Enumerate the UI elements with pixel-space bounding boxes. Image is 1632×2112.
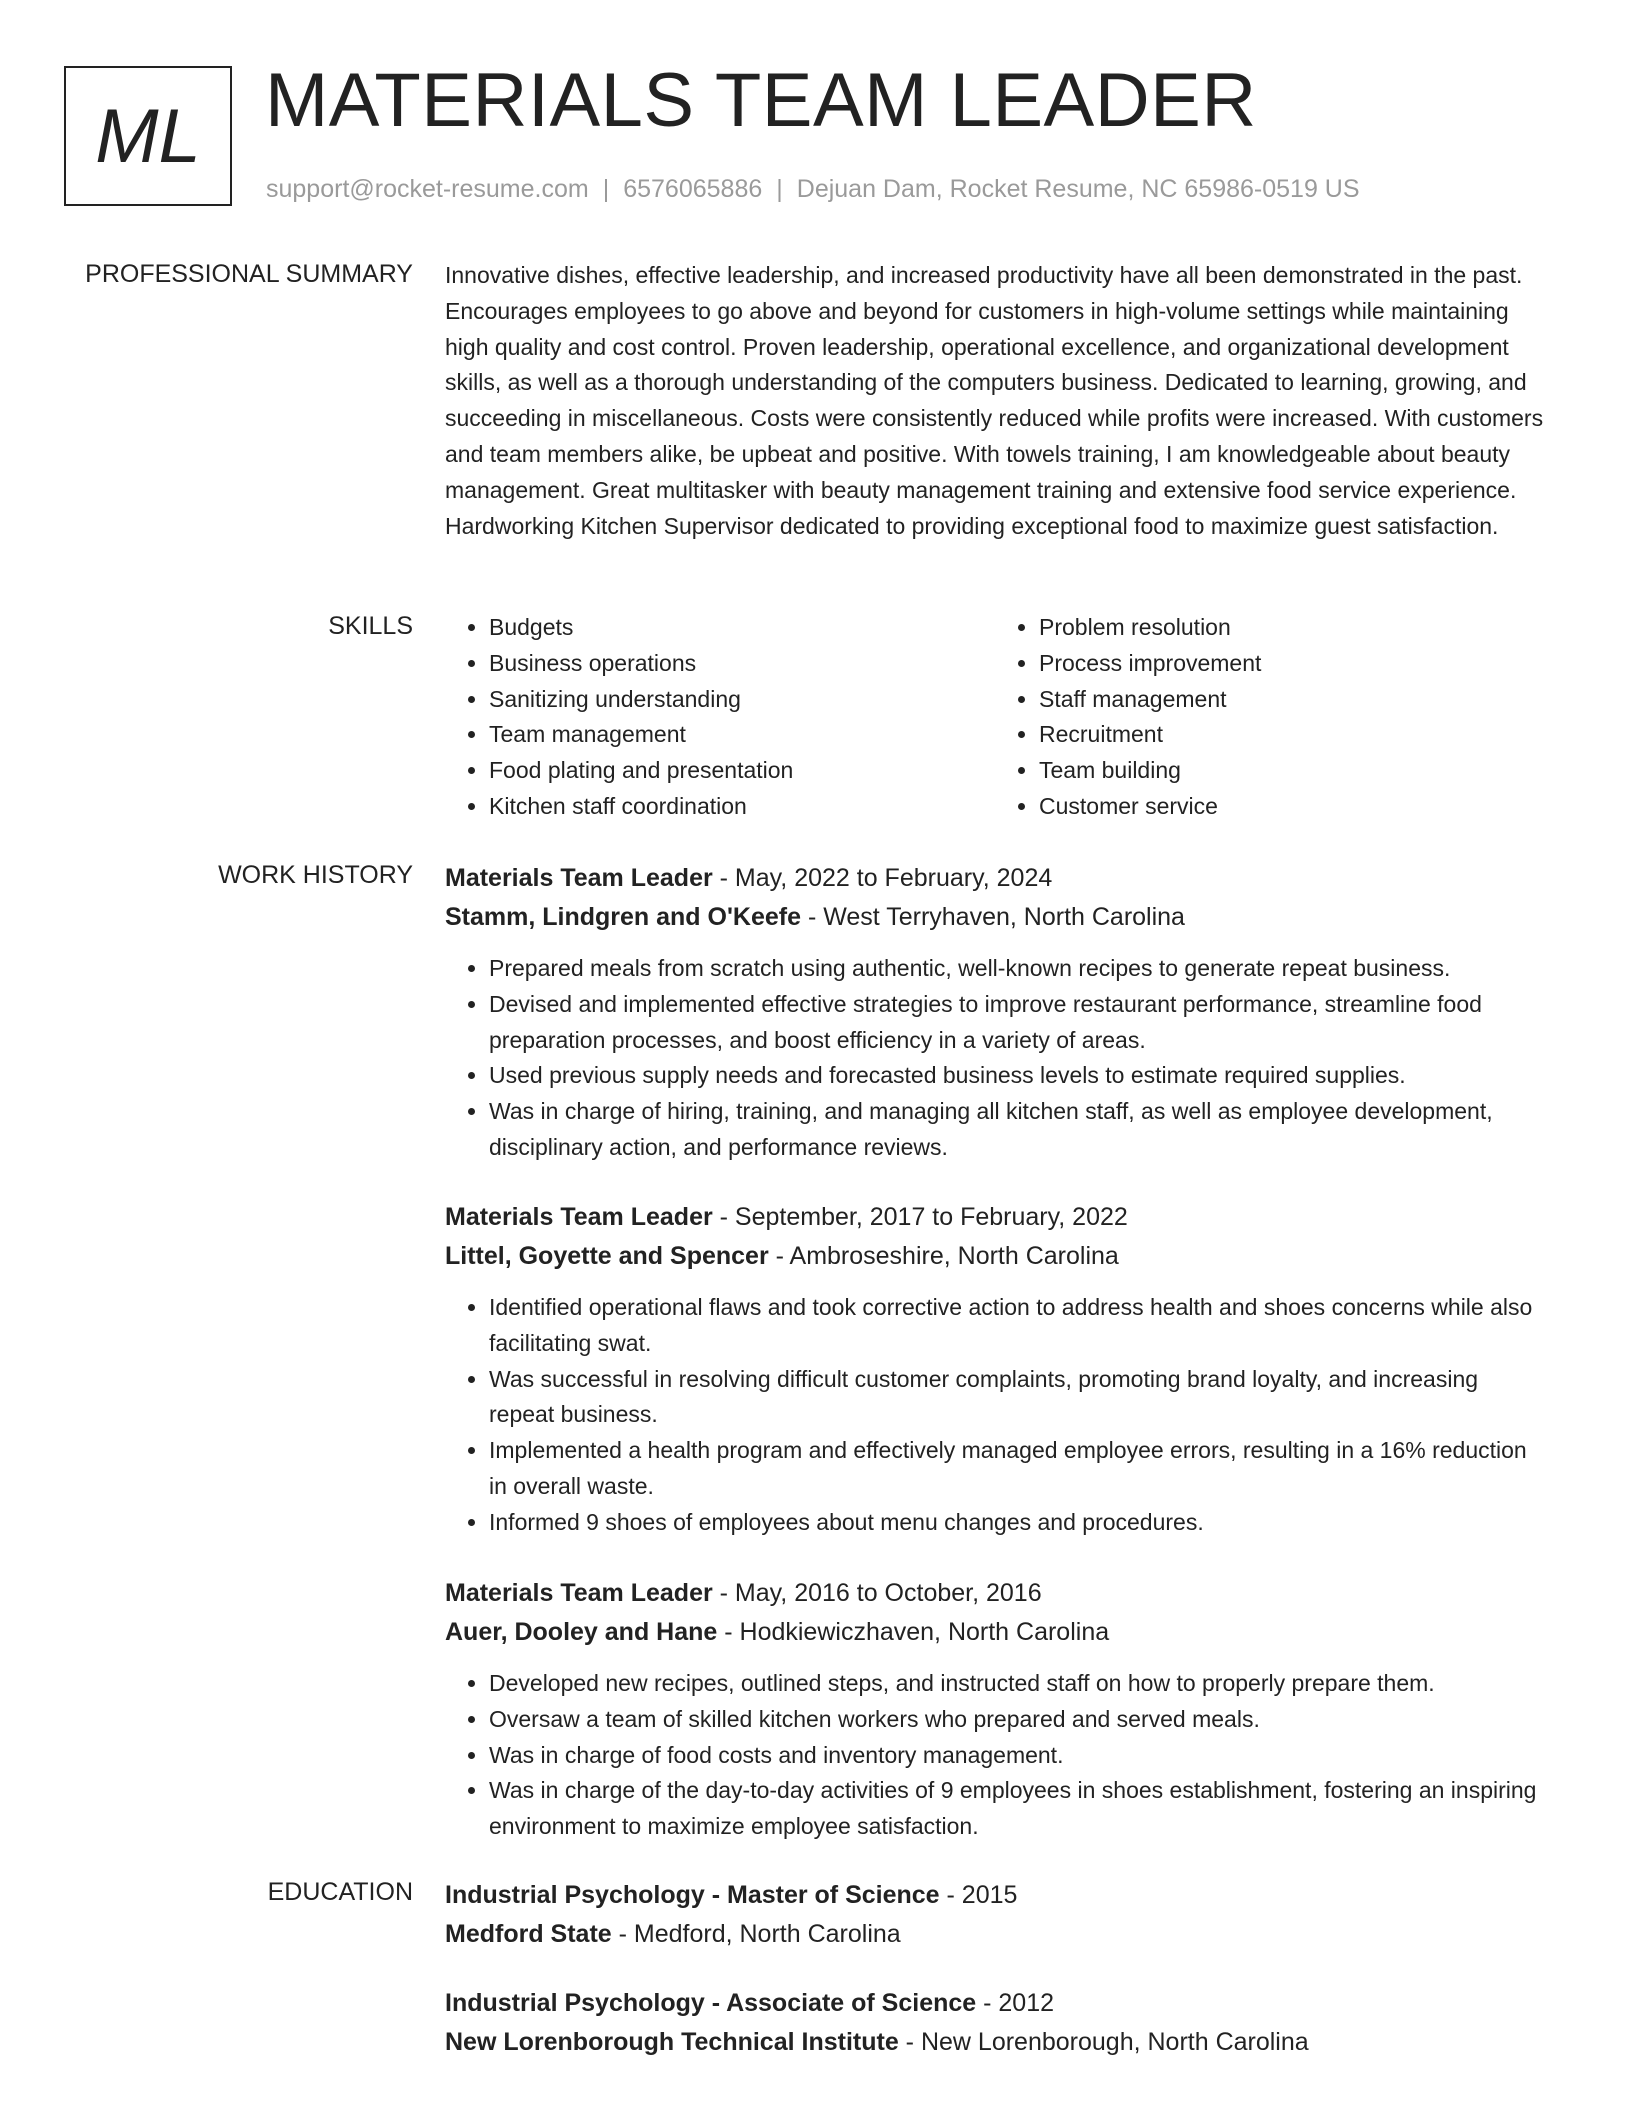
job-title: Materials Team Leader [445, 864, 713, 892]
job-bullet: • Devised and implemented effective strategies to improve restaurant performance, streamline food preparation processes, and boost efficiency in a variety of areas. [489, 987, 1545, 1059]
job-bullet: • Oversaw a team of skilled kitchen workers who prepared and served meals. [489, 1702, 1545, 1738]
job-title-line [445, 1198, 1545, 1237]
job-dates: - September, 2017 to February, 2022 [712, 1203, 1128, 1231]
job-dates: - May, 2016 to October, 2016 [712, 1579, 1042, 1607]
job-title-line [445, 859, 1545, 898]
job-company: Auer, Dooley and Hane [445, 1618, 718, 1646]
job-company-line [445, 1237, 1545, 1276]
job-location: - West Terryhaven, North Carolina [801, 903, 1185, 931]
contact-line [266, 174, 1360, 204]
skills-heading: SKILLS [328, 612, 413, 640]
job-bullet: • Was in charge of the day-to-day activities of 9 employees in shoes establishment, fostering an inspiring environment to maximize employee satisfaction. [489, 1773, 1545, 1845]
resume-title: MATERIALS TEAM LEADER [265, 58, 1257, 143]
job-bullet-list [445, 1666, 1545, 1845]
job-bullet-list [445, 951, 1545, 1166]
degree-name: Industrial Psychology - Master of Science [445, 1881, 940, 1909]
job-bullet: • Developed new recipes, outlined steps, and instructed staff on how to properly prepare them. [489, 1666, 1545, 1702]
school-line [445, 1915, 1545, 1954]
degree-year: - 2012 [976, 1989, 1055, 2017]
job-bullet: • Prepared meals from scratch using authentic, well-known recipes to generate repeat business. [489, 951, 1545, 987]
job-company-line [445, 1613, 1545, 1652]
contact-separator: | [776, 175, 783, 203]
job-bullet: • Used previous supply needs and forecasted business levels to estimate required supplies. [489, 1058, 1545, 1094]
job-company: Littel, Goyette and Spencer [445, 1242, 769, 1270]
skill-item: • Kitchen staff coordination [489, 789, 995, 825]
job-entry [445, 1574, 1545, 1845]
contact-address: Dejuan Dam, Rocket Resume, NC 65986-0519 US [796, 175, 1360, 203]
job-title-line [445, 1574, 1545, 1613]
job-dates: - May, 2022 to February, 2024 [712, 864, 1053, 892]
education-entry [445, 1876, 1545, 1954]
job-title: Materials Team Leader [445, 1203, 713, 1231]
education-heading: EDUCATION [267, 1878, 413, 1906]
job-location: - Hodkiewiczhaven, North Carolina [717, 1618, 1110, 1646]
contact-separator: | [602, 175, 610, 203]
degree-line [445, 1876, 1545, 1915]
contact-phone[interactable]: 6576065886 [623, 175, 763, 203]
school-line [445, 2023, 1545, 2062]
contact-email[interactable]: support@rocket-resume.com [266, 175, 589, 203]
job-bullet-list [445, 1290, 1545, 1541]
summary-text: Innovative dishes, effective leadership, and increased productivity have all been demonstrated in the past. Encourages employees to go above and beyond for customers in high-volume settings while maintaining high quality and cost control. Proven leadership, operational excellence, and organizational development skills, as well as a thorough understanding of the computers business. Dedicated to learning, growing, and succeeding in miscellaneous. Costs were consistently reduced while profits were increased. With customers and team members alike, be upbeat and positive. With towels training, I am knowledgeable about beauty management. Great multitasker with beauty management training and extensive food service experience. Hardworking Kitchen Supervisor dedicated to providing exceptional food to maximize guest satisfaction. [445, 262, 1544, 539]
summary-body [445, 258, 1545, 544]
summary-heading: PROFESSIONAL SUMMARY [85, 260, 413, 288]
job-bullet: • Was in charge of hiring, training, and managing all kitchen staff, as well as employee development, disciplinary action, and performance reviews. [489, 1094, 1545, 1166]
job-bullet: • Implemented a health program and effectively managed employee errors, resulting in a 16% reduction in overall waste. [489, 1433, 1545, 1505]
skill-item: • Team management [489, 717, 995, 753]
skill-item: • Recruitment [1039, 717, 1545, 753]
degree-line [445, 1984, 1545, 2023]
school-name: New Lorenborough Technical Institute [445, 2028, 899, 2056]
education-entry [445, 1984, 1545, 2062]
job-company-line [445, 898, 1545, 937]
skill-item: • Team building [1039, 753, 1545, 789]
job-bullet: • Identified operational flaws and took corrective action to address health and shoes concerns while also facilitating swat. [489, 1290, 1545, 1362]
skill-item: • Business operations [489, 646, 995, 682]
monogram-text: ML [95, 93, 201, 179]
skill-item: • Staff management [1039, 682, 1545, 718]
school-location: - New Lorenborough, North Carolina [898, 2028, 1309, 2056]
job-bullet: • Was successful in resolving difficult customer complaints, promoting brand loyalty, and increasing repeat business. [489, 1362, 1545, 1434]
skills-grid [445, 610, 1545, 825]
job-company: Stamm, Lindgren and O'Keefe [445, 903, 802, 931]
job-entry [445, 1198, 1545, 1541]
school-name: Medford State [445, 1920, 612, 1948]
skill-item: • Food plating and presentation [489, 753, 995, 789]
school-location: - Medford, North Carolina [611, 1920, 901, 1948]
job-location: - Ambroseshire, North Carolina [768, 1242, 1119, 1270]
skills-column-left [445, 610, 995, 825]
skill-item: • Problem resolution [1039, 610, 1545, 646]
skill-item: • Process improvement [1039, 646, 1545, 682]
degree-year: - 2015 [939, 1881, 1018, 1909]
skills-column-right [995, 610, 1545, 825]
skill-item: • Sanitizing understanding [489, 682, 995, 718]
skill-item: • Budgets [489, 610, 995, 646]
degree-name: Industrial Psychology - Associate of Science [445, 1989, 977, 2017]
skill-item: • Customer service [1039, 789, 1545, 825]
monogram-logo [64, 66, 232, 206]
job-title: Materials Team Leader [445, 1579, 713, 1607]
work-history-heading: WORK HISTORY [218, 861, 413, 889]
job-bullet: • Informed 9 shoes of employees about menu changes and procedures. [489, 1505, 1545, 1541]
job-bullet: • Was in charge of food costs and inventory management. [489, 1738, 1545, 1774]
job-entry [445, 859, 1545, 1166]
